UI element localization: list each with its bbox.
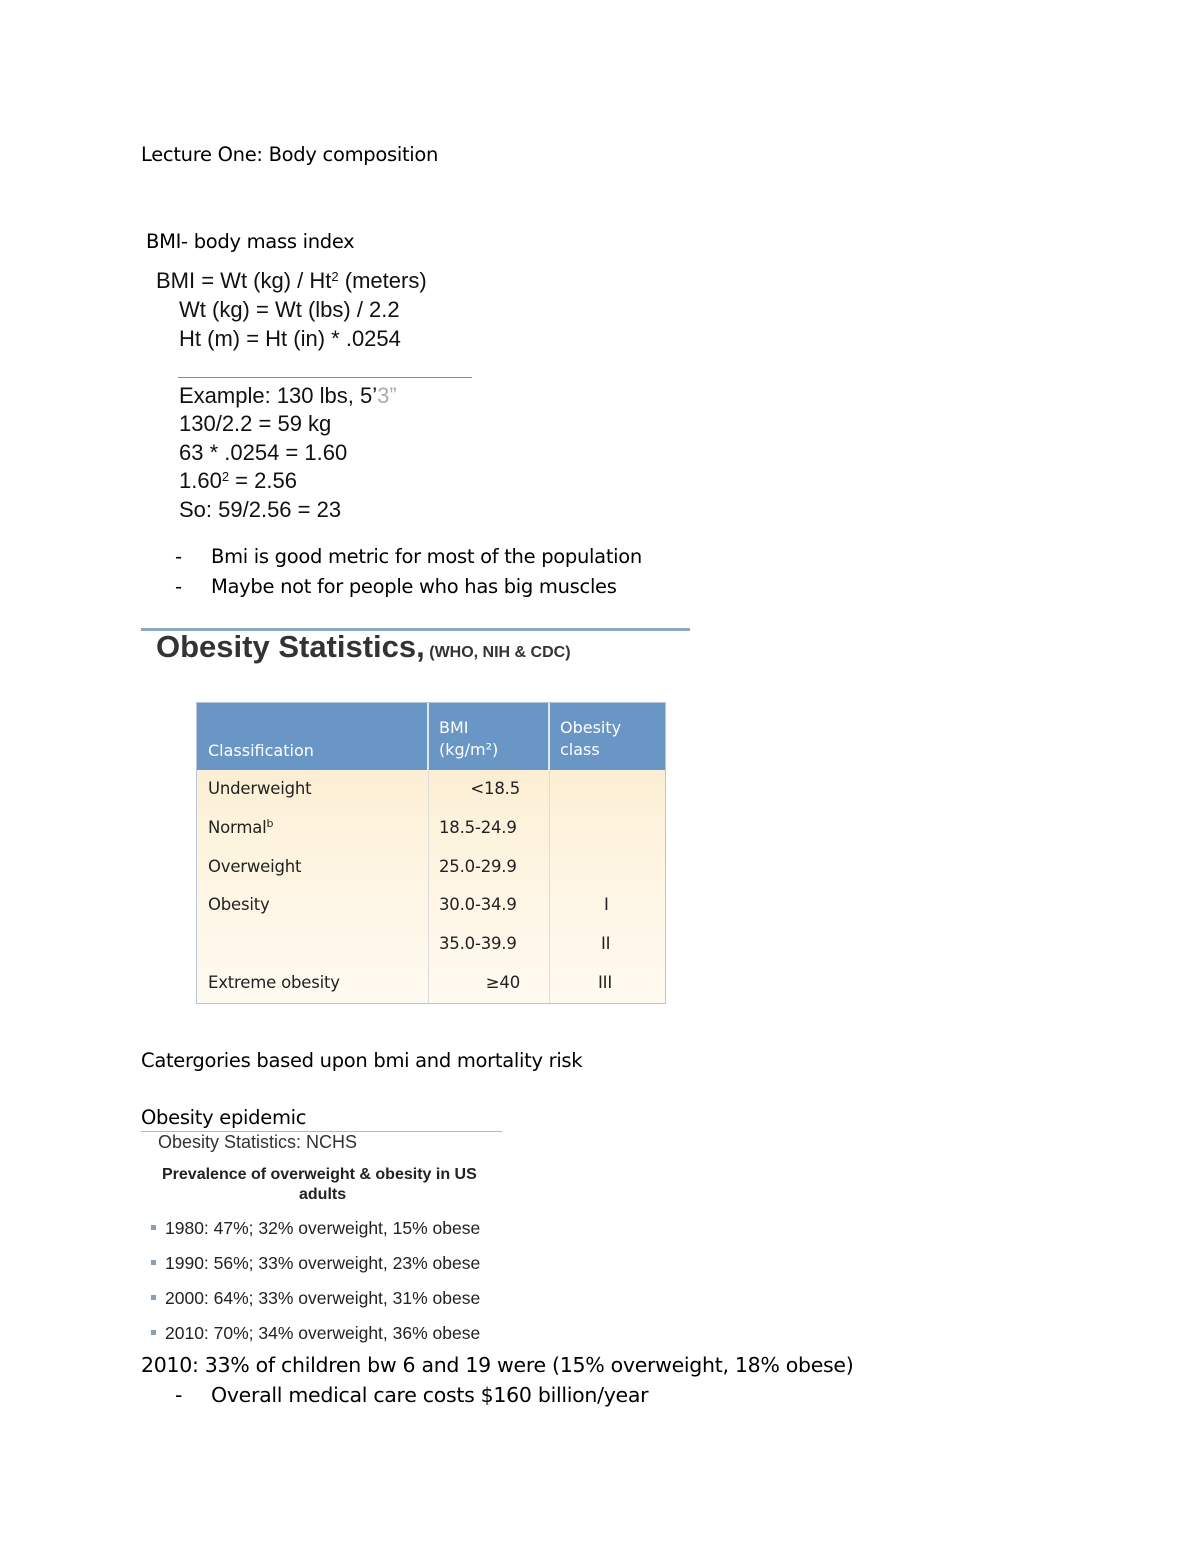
dash-marker: - (175, 1383, 183, 1407)
epidemic-subtitle-line2: adults (299, 1186, 347, 1203)
prevalence-2010: 2010: 70%; 34% overweight, 36% obese (165, 1323, 481, 1343)
table-header (197, 703, 665, 770)
list-item (151, 1253, 480, 1274)
epidemic-slide-title: Obesity Statistics: NCHS (158, 1132, 358, 1152)
bullet-square-icon (151, 1330, 156, 1335)
cell-bmi: 35.0-39.9 (439, 934, 517, 953)
bullet-square-icon (151, 1295, 156, 1300)
bullet-square-icon (151, 1225, 156, 1230)
header-divider (548, 703, 550, 770)
obesity-stats-source: (WHO, NIH & CDC) (429, 644, 571, 661)
header-classification: Classification (208, 741, 314, 760)
bmi-heading: BMI- body mass index (146, 230, 355, 253)
bmi-classification-table (196, 702, 666, 1004)
example-separator (178, 377, 472, 378)
children-note: 2010: 33% of children bw 6 and 19 were (15% overweight, 18% obese) (141, 1353, 854, 1377)
cell-classification (208, 818, 273, 837)
cell-classification: Overweight (208, 857, 302, 876)
footnote-marker: b (266, 817, 274, 830)
example-line4-sup: 2 (221, 469, 230, 484)
cost-bullet: Overall medical care costs $160 billion/year (211, 1383, 649, 1407)
example-line3: 63 * .0254 = 1.60 (179, 440, 348, 465)
cell-bmi: 25.0-29.9 (439, 857, 517, 876)
formula-height-conversion: Ht (m) = Ht (in) * .0254 (179, 326, 401, 351)
header-class-line2: class (560, 740, 600, 759)
column-divider (549, 770, 550, 1003)
bmi-formula (156, 268, 427, 294)
header-divider (427, 703, 429, 770)
list-item (175, 575, 617, 598)
epidemic-subtitle-line1: Prevalence of overweight & obesity in US (162, 1166, 477, 1183)
example-line4-b: = 2.56 (229, 468, 297, 493)
example-line1-b: 3” (377, 383, 397, 408)
header-bmi-line2: (kg/m²) (439, 740, 499, 759)
example-line2: 130/2.2 = 59 kg (179, 411, 332, 436)
bullet-square-icon (151, 1260, 156, 1265)
list-item (175, 545, 642, 568)
dash-marker: - (175, 575, 182, 598)
epidemic-heading: Obesity epidemic (141, 1106, 307, 1129)
formula-weight-conversion: Wt (kg) = Wt (lbs) / 2.2 (179, 297, 400, 322)
formula-line1-sup: 2 (331, 269, 339, 284)
header-class-line1: Obesity (560, 718, 622, 737)
prevalence-1990: 1990: 56%; 33% overweight, 23% obese (165, 1253, 481, 1273)
list-item (151, 1323, 480, 1344)
list-item (175, 1383, 649, 1407)
example-line4-a: 1.60 (179, 468, 222, 493)
header-bmi-line1: BMI (439, 718, 469, 737)
list-item (151, 1218, 480, 1239)
prevalence-1980: 1980: 47%; 32% overweight, 15% obese (165, 1218, 481, 1238)
example-line1 (179, 383, 397, 409)
formula-line1-b: (meters) (338, 268, 427, 293)
list-item (151, 1288, 480, 1309)
cell-obesity-class: II (601, 934, 611, 953)
cell-obesity-class: I (604, 895, 609, 914)
cell-bmi: 30.0-34.9 (439, 895, 517, 914)
example-line5: So: 59/2.56 = 23 (179, 497, 342, 522)
page-title: Lecture One: Body composition (141, 143, 439, 166)
prevalence-2000: 2000: 64%; 33% overweight, 31% obese (165, 1288, 481, 1308)
cell-bmi: <18.5 (470, 779, 520, 798)
categories-note: Catergories based upon bmi and mortality risk (141, 1049, 583, 1072)
example-line4 (179, 468, 297, 494)
bmi-bullet-1: Bmi is good metric for most of the population (211, 545, 642, 568)
cell-obesity-class: III (598, 973, 612, 992)
dash-marker: - (175, 545, 182, 568)
obesity-stats-title (156, 629, 571, 665)
column-divider (428, 770, 429, 1003)
cell-classification-text: Normal (208, 818, 267, 837)
cell-bmi: 18.5-24.9 (439, 818, 517, 837)
cell-classification: Obesity (208, 895, 270, 914)
cell-classification: Extreme obesity (208, 973, 340, 992)
cell-bmi: ≥40 (485, 973, 520, 992)
formula-line1-a: BMI = Wt (kg) / Ht (156, 268, 332, 293)
obesity-stats-title-main: Obesity Statistics, (156, 629, 425, 664)
example-line1-a: Example: 130 lbs, 5’ (179, 383, 378, 408)
bmi-bullet-2: Maybe not for people who has big muscles (211, 575, 617, 598)
cell-classification: Underweight (208, 779, 312, 798)
